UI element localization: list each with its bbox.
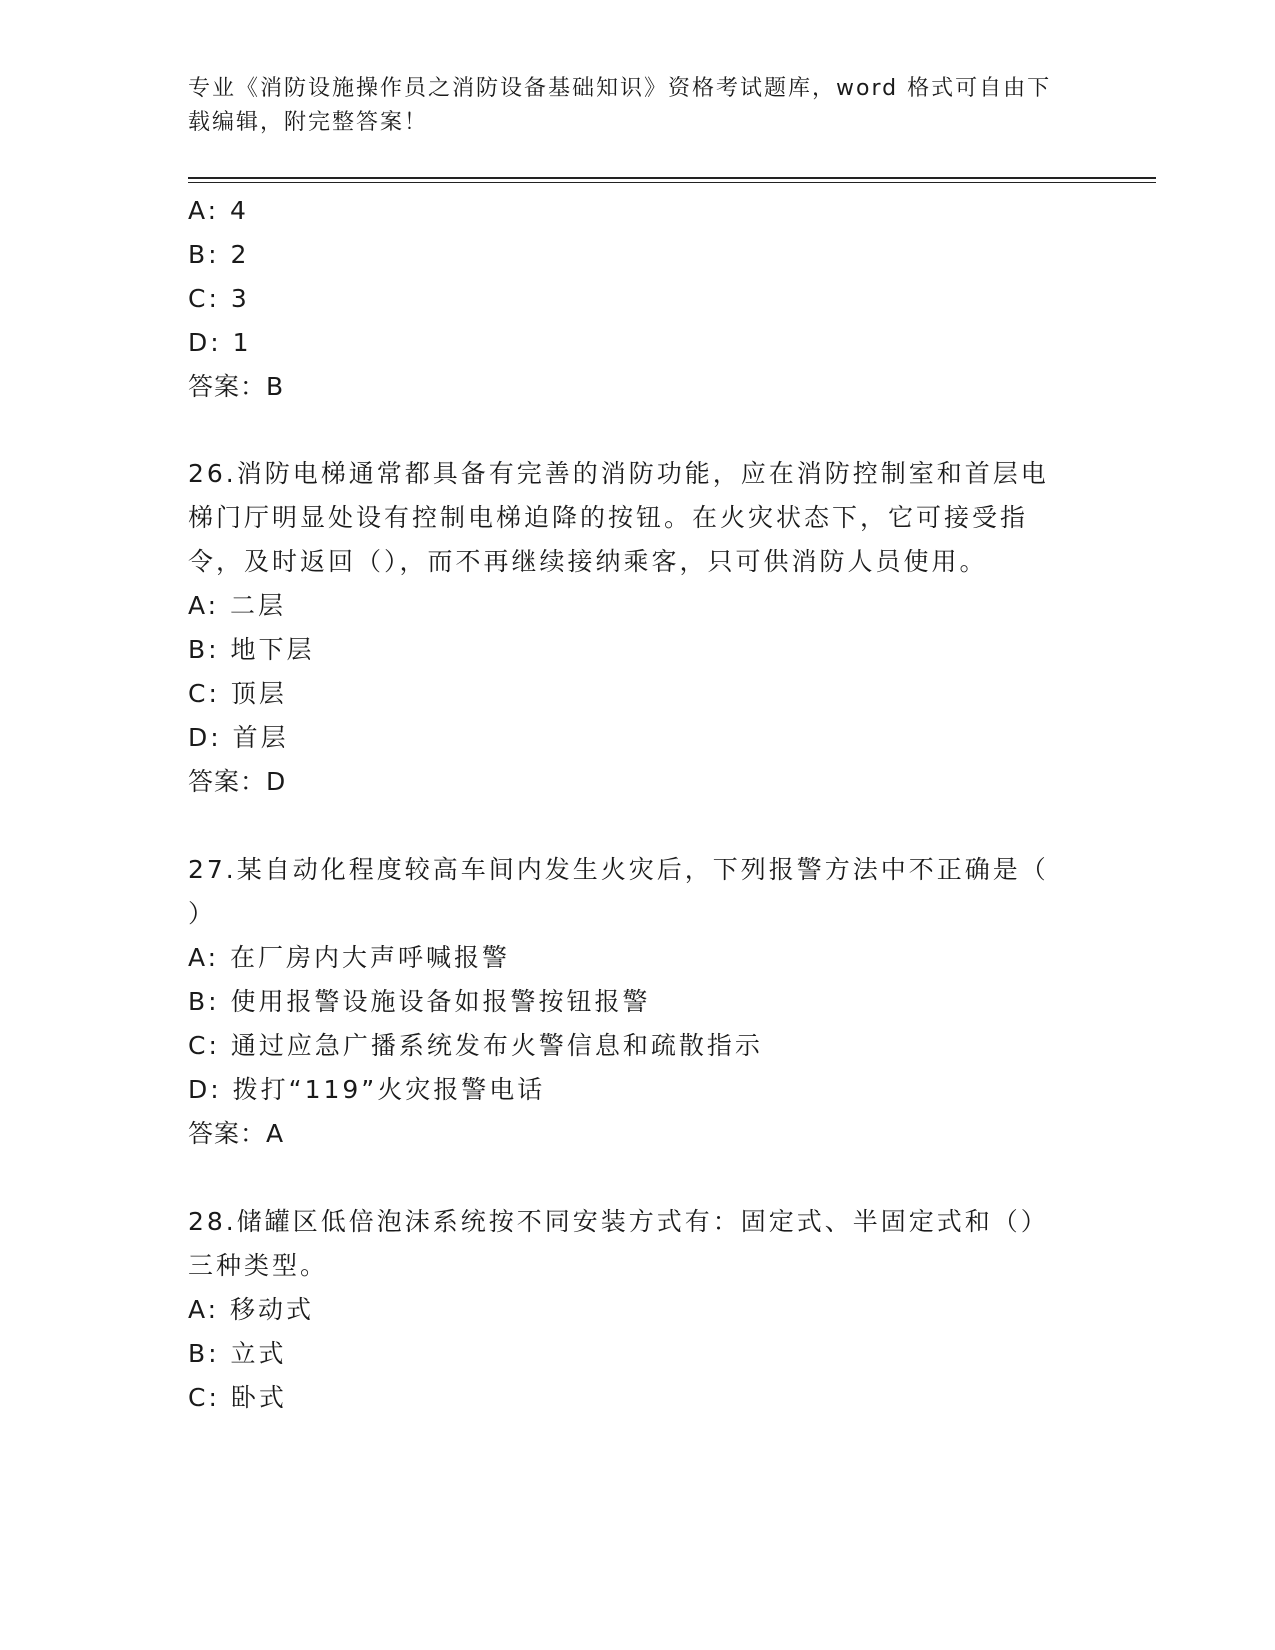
q27-answer: 答案：A: [188, 1119, 285, 1148]
q26-option-a: A: 二层: [188, 591, 287, 620]
header-line-1: 专业《消防设施操作员之消防设备基础知识》资格考试题库，word 格式可自由下: [188, 76, 1052, 101]
q25-option-a: A: 4: [188, 196, 249, 225]
q27-stem-line-1: 27.某自动化程度较高车间内发生火灾后，下列报警方法中不正确是（: [188, 855, 1049, 884]
q27-stem-line-2: ）: [188, 899, 217, 928]
q26-stem-line-1: 26.消防电梯通常都具备有完善的消防功能，应在消防控制室和首层电: [188, 459, 1049, 488]
q28-option-b: B: 立式: [188, 1339, 287, 1368]
q26-answer: 答案：D: [188, 767, 287, 796]
q28-option-a: A: 移动式: [188, 1295, 315, 1324]
q25-option-c: C: 3: [188, 284, 250, 313]
q27-option-b: B: 使用报警设施设备如报警按钮报警: [188, 987, 651, 1016]
q28-stem-line-1: 28.储罐区低倍泡沫系统按不同安装方式有：固定式、半固定式和（）: [188, 1207, 1049, 1236]
q28-stem-line-2: 三种类型。: [188, 1251, 329, 1280]
q27-option-a: A: 在厂房内大声呼喊报警: [188, 943, 511, 972]
q26-option-d: D: 首层: [188, 723, 289, 752]
q26-option-b: B: 地下层: [188, 635, 315, 664]
q26-option-c: C: 顶层: [188, 679, 287, 708]
q25-option-b: B: 2: [188, 240, 250, 269]
q25-answer: 答案：B: [188, 372, 285, 401]
q28-option-c: C: 卧式: [188, 1383, 287, 1412]
q27-option-c: C: 通过应急广播系统发布火警信息和疏散指示: [188, 1031, 763, 1060]
q27-option-d: D: 拨打“119”火灾报警电话: [188, 1075, 546, 1104]
document-header: [188, 72, 1068, 140]
header-line-2: 载编辑，附完整答案！: [188, 110, 429, 135]
q26-stem-line-2: 梯门厅明显处设有控制电梯迫降的按钮。在火灾状态下，它可接受指: [188, 503, 1029, 532]
q26-stem-line-3: 令，及时返回（），而不再继续接纳乘客，只可供消防人员使用。: [188, 547, 988, 576]
q25-option-d: D: 1: [188, 328, 252, 357]
header-rule-thin: [188, 182, 1156, 183]
header-rule-thick: [188, 177, 1156, 179]
